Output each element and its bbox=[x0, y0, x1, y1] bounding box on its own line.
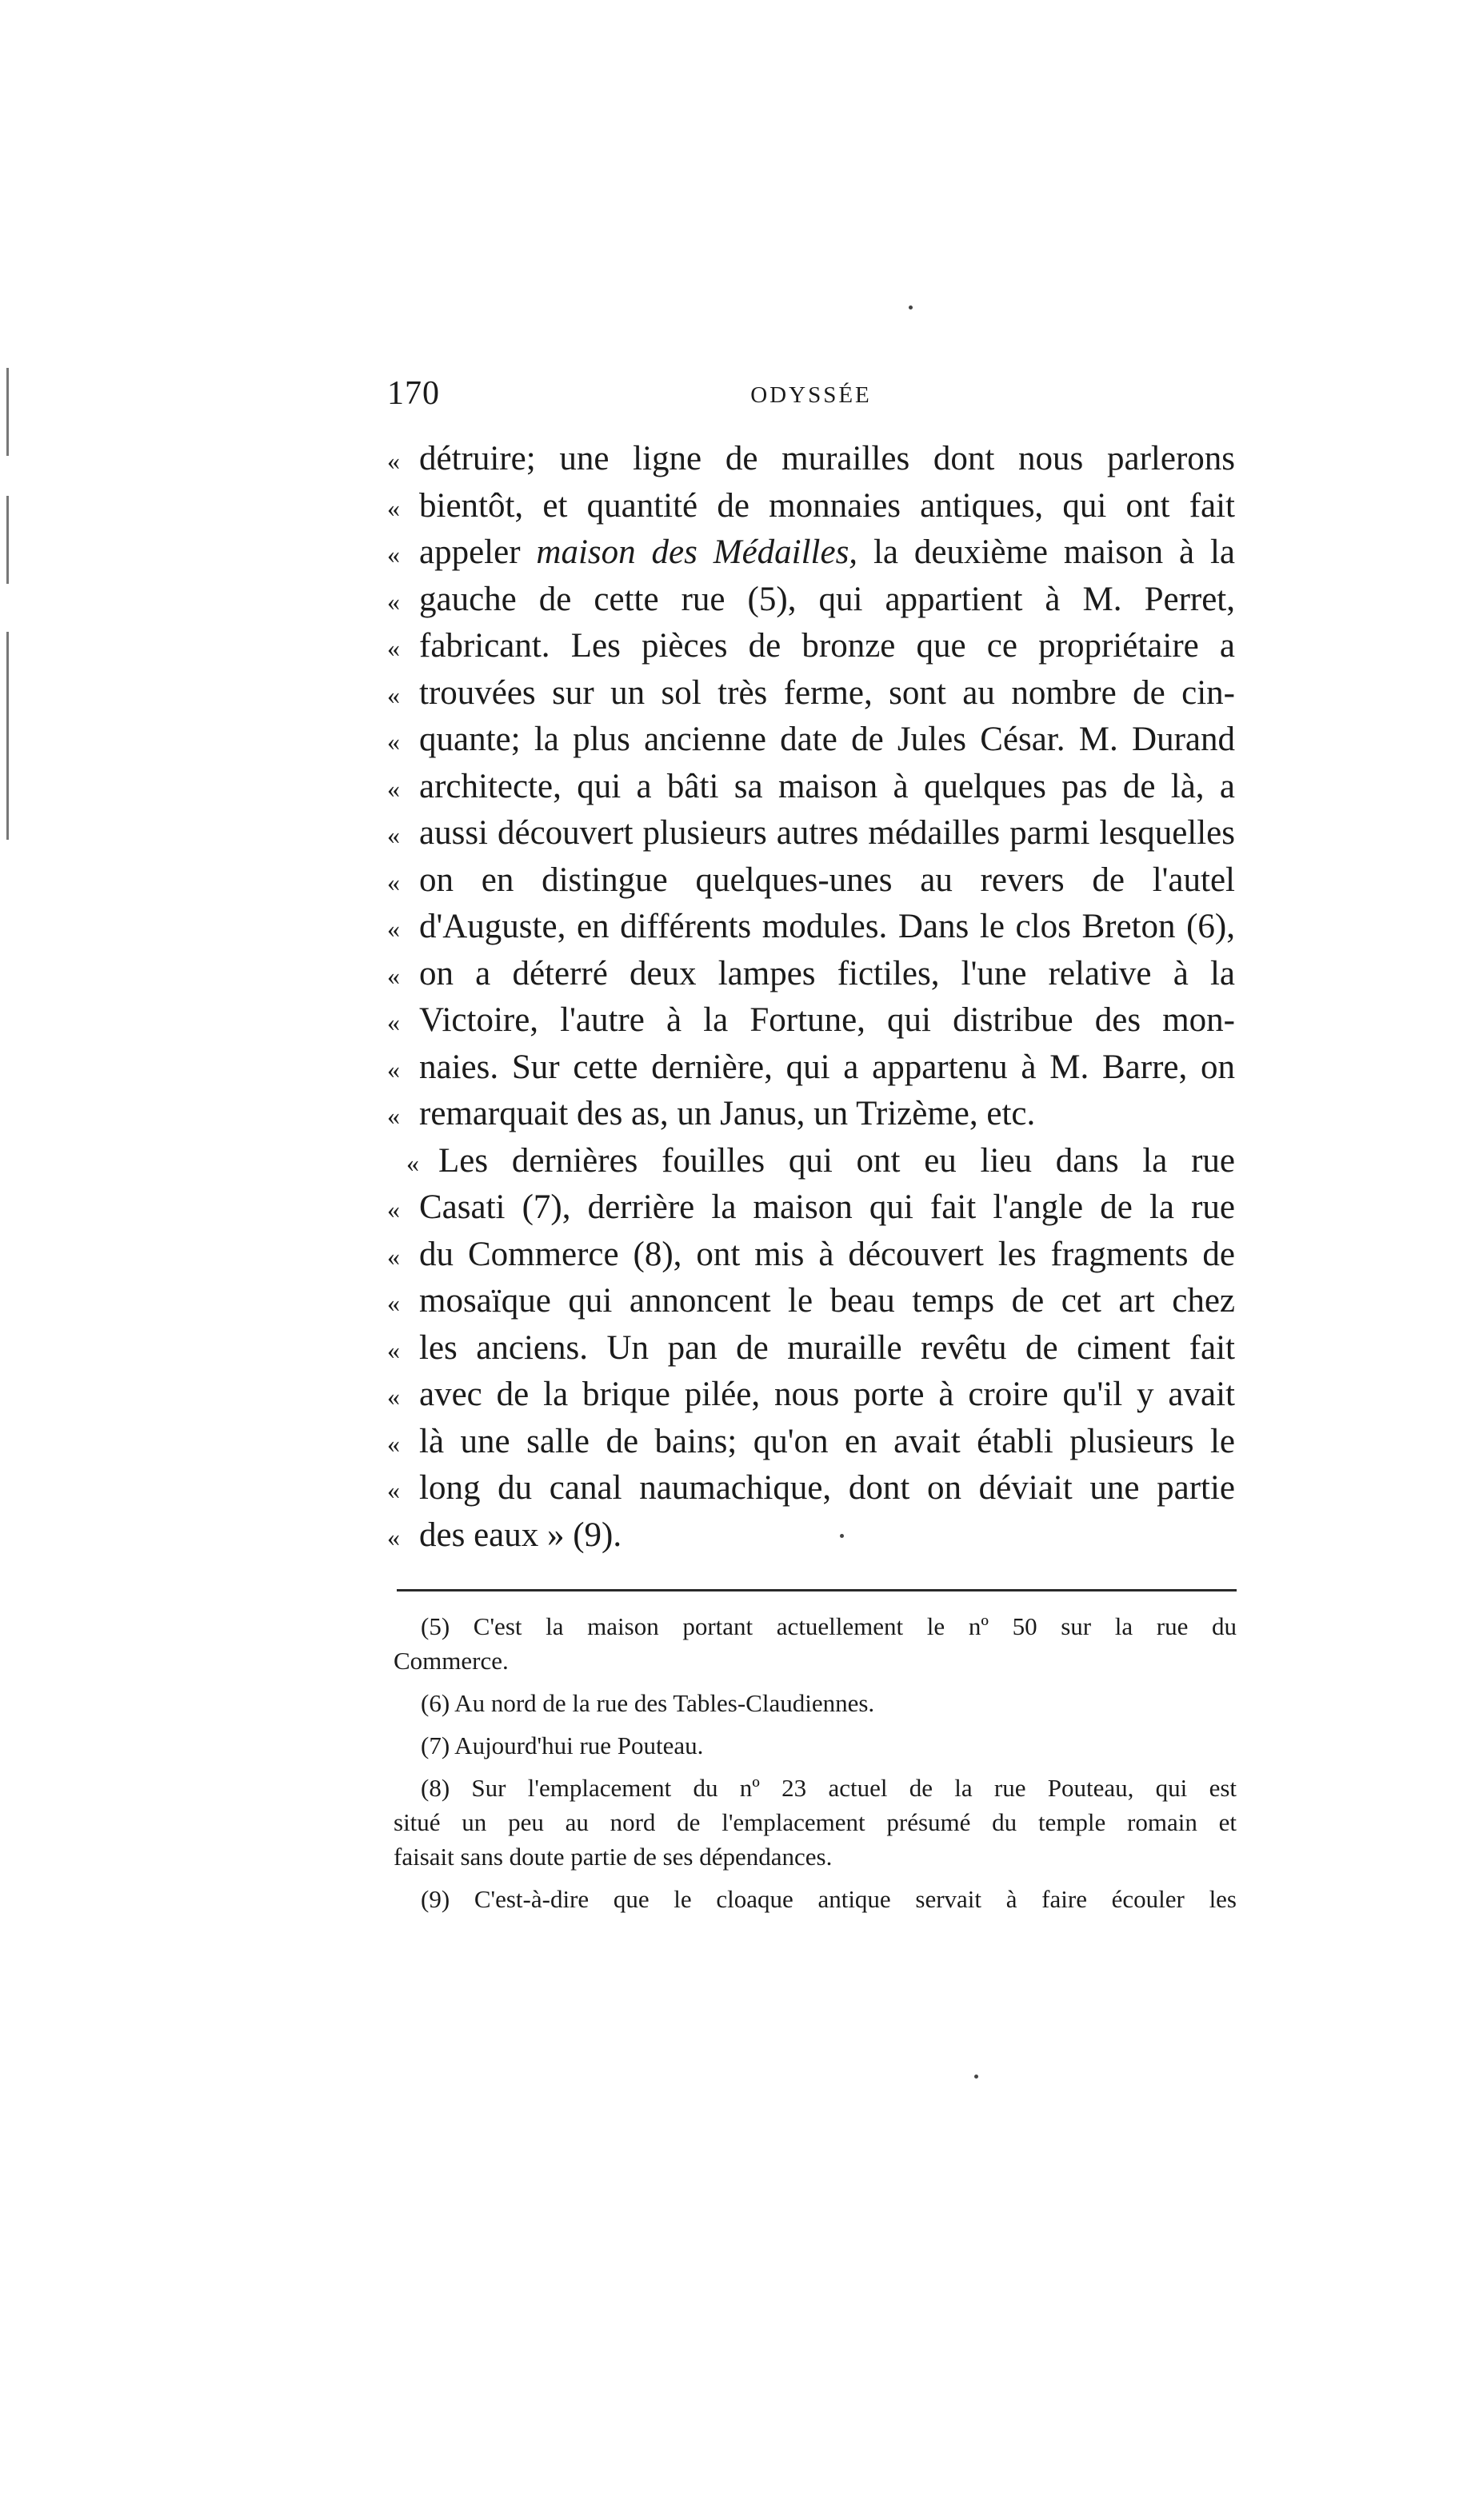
footnote-line: (8) Sur l'emplacement du nº 23 actuel de la rue Pouteau, qui est bbox=[421, 1774, 1237, 1802]
open-quote-mark: « bbox=[406, 1148, 419, 1177]
open-quote-mark: « bbox=[387, 867, 400, 897]
text-line: « gauche de cette rue (5), qui appartient à M. Perret, bbox=[387, 577, 1235, 624]
open-quote-mark: « bbox=[387, 1241, 400, 1271]
open-quote-mark: « bbox=[387, 1288, 400, 1317]
footnote-9 bbox=[394, 1882, 1237, 1916]
open-quote-mark: « bbox=[387, 1428, 400, 1458]
open-quote-mark: « bbox=[387, 821, 400, 849]
text-line: « on en distingue quelques-unes au revers de l'autel bbox=[387, 857, 1235, 905]
footnote-line: (6) Au nord de la rue des Tables-Claudiennes. bbox=[421, 1689, 875, 1717]
text-line: « d'Auguste, en différents modules. Dans le clos Breton (6), bbox=[387, 904, 1235, 951]
text-line: « quante; la plus ancienne date de Jules César. M. Durand bbox=[387, 717, 1235, 764]
open-quote-mark: « bbox=[387, 727, 400, 756]
text-line: « naies. Sur cette dernière, qui a appartenu à M. Barre, on bbox=[387, 1044, 1235, 1092]
text-line: « des eaux » (9). bbox=[387, 1512, 1235, 1560]
open-quote-mark: « bbox=[387, 1195, 400, 1224]
italic-title: maison des Médailles, bbox=[536, 533, 858, 571]
footnote-6 bbox=[394, 1686, 1237, 1720]
text-line: « avec de la brique pilée, nous porte à croire qu'il y avait bbox=[387, 1372, 1235, 1419]
text-line: « on a déterré deux lampes fictiles, l'une relative à la bbox=[387, 951, 1235, 998]
open-quote-mark: « bbox=[387, 446, 400, 475]
scan-speck bbox=[974, 2075, 978, 2079]
open-quote-mark: « bbox=[387, 960, 400, 990]
open-quote-mark: « bbox=[387, 1522, 400, 1552]
footnote-7 bbox=[394, 1728, 1237, 1763]
text-line: « Casati (7), derrière la maison qui fait l'angle de la rue bbox=[387, 1184, 1235, 1232]
footnote-line: (9) C'est-à-dire que le cloaque antique servait à faire écouler les bbox=[421, 1885, 1237, 1913]
text-line-italic: « appeler maison des Médailles, la deuxième maison à la bbox=[387, 529, 1235, 577]
open-quote-mark: « bbox=[387, 773, 400, 803]
scan-margin-mark bbox=[6, 368, 9, 456]
open-quote-mark: « bbox=[387, 1335, 400, 1364]
footnote-line: situé un peu au nord de l'emplacement présumé du temple romain et bbox=[394, 1808, 1237, 1836]
page-header bbox=[387, 374, 1235, 422]
text-line: « aussi découvert plusieurs autres médailles parmi lesquelles bbox=[387, 810, 1235, 857]
footnote-line: faisait sans doute partie de ses dépendances. bbox=[394, 1843, 833, 1871]
footnote-line: (5) C'est la maison portant actuellement le nº 50 sur la rue du bbox=[421, 1612, 1237, 1640]
text-line: « trouvées sur un sol très ferme, sont au nombre de cin- bbox=[387, 670, 1235, 717]
scan-margin-mark bbox=[6, 632, 9, 840]
footnote-line: Commerce. bbox=[394, 1647, 509, 1675]
text-line: « du Commerce (8), ont mis à découvert les fragments de bbox=[387, 1232, 1235, 1279]
text-line: « détruire; une ligne de murailles dont nous parlerons bbox=[387, 436, 1235, 483]
open-quote-mark: « bbox=[387, 633, 400, 662]
running-head: ODYSSÉE bbox=[750, 382, 872, 408]
main-text bbox=[387, 436, 1235, 1559]
footnote-5 bbox=[394, 1609, 1237, 1678]
footnote-8 bbox=[394, 1771, 1237, 1874]
open-quote-mark: « bbox=[387, 540, 400, 569]
text-line: « là une salle de bains; qu'on en avait établi plusieurs le bbox=[387, 1419, 1235, 1466]
open-quote-mark: « bbox=[387, 1008, 400, 1036]
text-line: « architecte, qui a bâti sa maison à quelques pas de là, a bbox=[387, 764, 1235, 811]
text-line: « les anciens. Un pan de muraille revêtu de ciment fait bbox=[387, 1325, 1235, 1372]
text-line: « Victoire, l'autre à la Fortune, qui distribue des mon- bbox=[387, 997, 1235, 1044]
open-quote-mark: « bbox=[387, 586, 400, 616]
text-line: « remarquait des as, un Janus, un Trizème, etc. bbox=[387, 1091, 1235, 1138]
text-line: « bientôt, et quantité de monnaies antiques, qui ont fait bbox=[387, 483, 1235, 530]
scan-speck bbox=[909, 306, 913, 310]
text-line: « long du canal naumachique, dont on déviait une partie bbox=[387, 1465, 1235, 1512]
footnote-divider bbox=[397, 1589, 1237, 1591]
page-number: 170 bbox=[387, 375, 440, 412]
open-quote-mark: « bbox=[387, 914, 400, 943]
open-quote-mark: « bbox=[387, 493, 400, 522]
open-quote-mark: « bbox=[387, 1382, 400, 1411]
open-quote-mark: « bbox=[387, 1101, 400, 1130]
footnotes bbox=[394, 1609, 1237, 1924]
text-line: « mosaïque qui annoncent le beau temps de cet art chez bbox=[387, 1278, 1235, 1325]
open-quote-mark: « bbox=[387, 1476, 400, 1504]
open-quote-mark: « bbox=[387, 680, 400, 709]
paragraph-start-line: « Les dernières fouilles qui ont eu lieu dans la rue bbox=[387, 1138, 1235, 1185]
footnote-line: (7) Aujourd'hui rue Pouteau. bbox=[421, 1731, 704, 1759]
open-quote-mark: « bbox=[387, 1054, 400, 1084]
scan-margin-mark bbox=[6, 496, 9, 584]
text-line: « fabricant. Les pièces de bronze que ce propriétaire a bbox=[387, 623, 1235, 670]
